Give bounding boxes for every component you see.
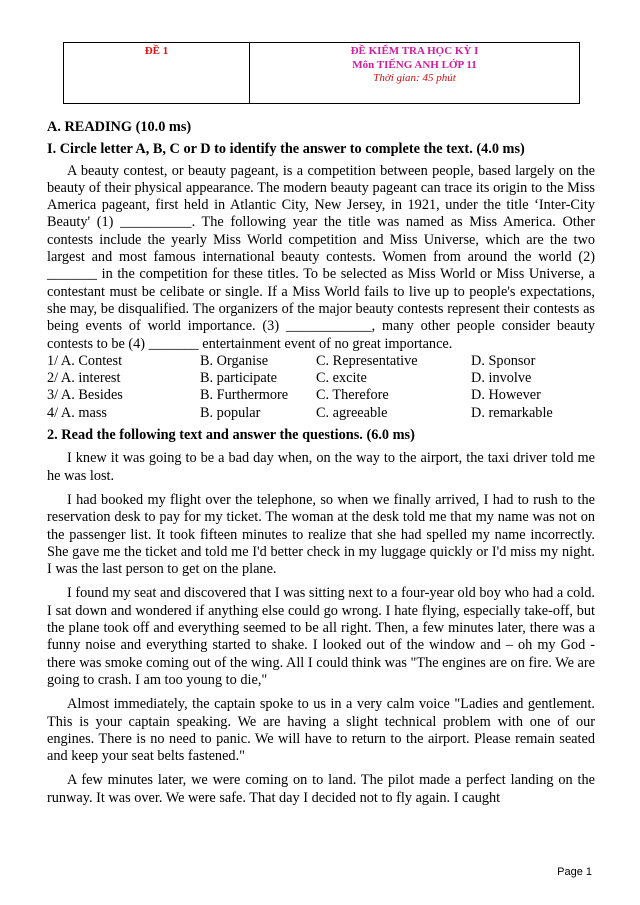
reading-paragraph: I had booked my flight over the telephone, so when we finally arrived, I had to rush to the reservation desk to pay for my ticket. The woman at the desk told me that my name was not on the passenger list. It took fifteen minutes to realize that she had spelled my name incorrectly. She gave me the ticket and told me I'd better check in my luggage quickly or I'd miss my night. I was the last person to get on the plane. [47,491,595,578]
reading-paragraph: A few minutes later, we were coming on to land. The pilot made a perfect landing on the runway. It was over. We were safe. That day I decided not to fly again. I caught [47,772,595,806]
option-a: 4/ A. mass [47,404,107,421]
option-c: C. excite [316,370,367,387]
reading-paragraph: I knew it was going to be a bad day when, on the way to the airport, the taxi driver told me he was lost. [47,450,595,484]
option-c: C. agreeable [316,404,388,421]
option-row [47,370,595,387]
option-row [47,353,595,370]
exam-code: ĐỀ 1 [64,43,250,103]
option-row [47,387,595,404]
option-d: D. involve [471,370,532,387]
option-a: 3/ A. Besides [47,387,123,404]
option-a: 2/ A. interest [47,370,121,387]
header-table [63,42,580,104]
exam-time: Thời gian: 45 phút [373,72,456,84]
reading-paragraph: I found my seat and discovered that I was sitting next to a four-year old boy who had a cold. I sat down and wondered if anything else could go wrong. I hate flying, especially take-off, but the plane took off and everything seemed to be all right. Then, a few minutes later, there was a funny noise and everything started to shake. I looked out of the window and – oh my God - there was smoke coming out of the wing. All I could think was "The engines are on fire. We are going to crash. I am too young to die," [47,585,595,688]
option-d: D. remarkable [471,404,553,421]
page-number: Page 1 [557,866,592,878]
option-b: B. Organise [200,352,269,369]
document-body [47,119,595,807]
option-b: B. popular [200,404,261,421]
option-b: B. participate [200,370,278,387]
part1-heading: I. Circle letter A, B, C or D to identify the answer to complete the text. (4.0 ms) [47,141,525,158]
reading-paragraph: Almost immediately, the captain spoke to us in a very calm voice "Ladies and gentlement. This is your captain speaking. We are having a slight technical problem with one of our engines. There is no need to panic. We will have to return to the airport. Please remain seated and keep your seat belts fastened." [47,696,595,765]
exam-subject: Môn TIẾNG ANH LỚP 11 [352,58,477,71]
part2-heading: 2. Read the following text and answer the questions. (6.0 ms) [47,427,415,444]
option-b: B. Furthermore [200,387,289,404]
section-a-heading: A. READING (10.0 ms) [47,119,192,135]
part1-passage: A beauty contest, or beauty pageant, is a competition between people, based largely on the beauty of their physical appearance. The modern beauty pageant can trace its origin to the Miss America pageant, first held in Atlantic City, New Jersey, in 1921, under the title ‘Inter-City Beauty' (1) __________. The following year the title was named as Miss America. Other contests include the yearly Miss World competition and Miss Universe, which are the two largest and most famous international beauty contests. Women from around the world (2) _______ in the competition for these titles. To be selected as Miss World or Miss Universe, a contestant must be celibate or single. If a Miss World fails to live up to people's expectations, she may, be disqualified. The organizers of the major beauty contests represent their contests as being events of world importance. (3) ____________, many other people consider beauty contests to be (4) _______ entertainment event of no great importance. [47,162,595,352]
option-row [47,405,595,422]
option-d: D. Sponsor [471,352,536,369]
exam-info [250,43,579,103]
option-c: C. Representative [316,352,418,369]
option-d: D. However [471,387,541,404]
option-a: 1/ A. Contest [47,352,123,369]
option-c: C. Therefore [316,387,389,404]
exam-title: ĐỀ KIỂM TRA HỌC KỲ I [350,45,479,57]
answer-options [47,353,595,422]
